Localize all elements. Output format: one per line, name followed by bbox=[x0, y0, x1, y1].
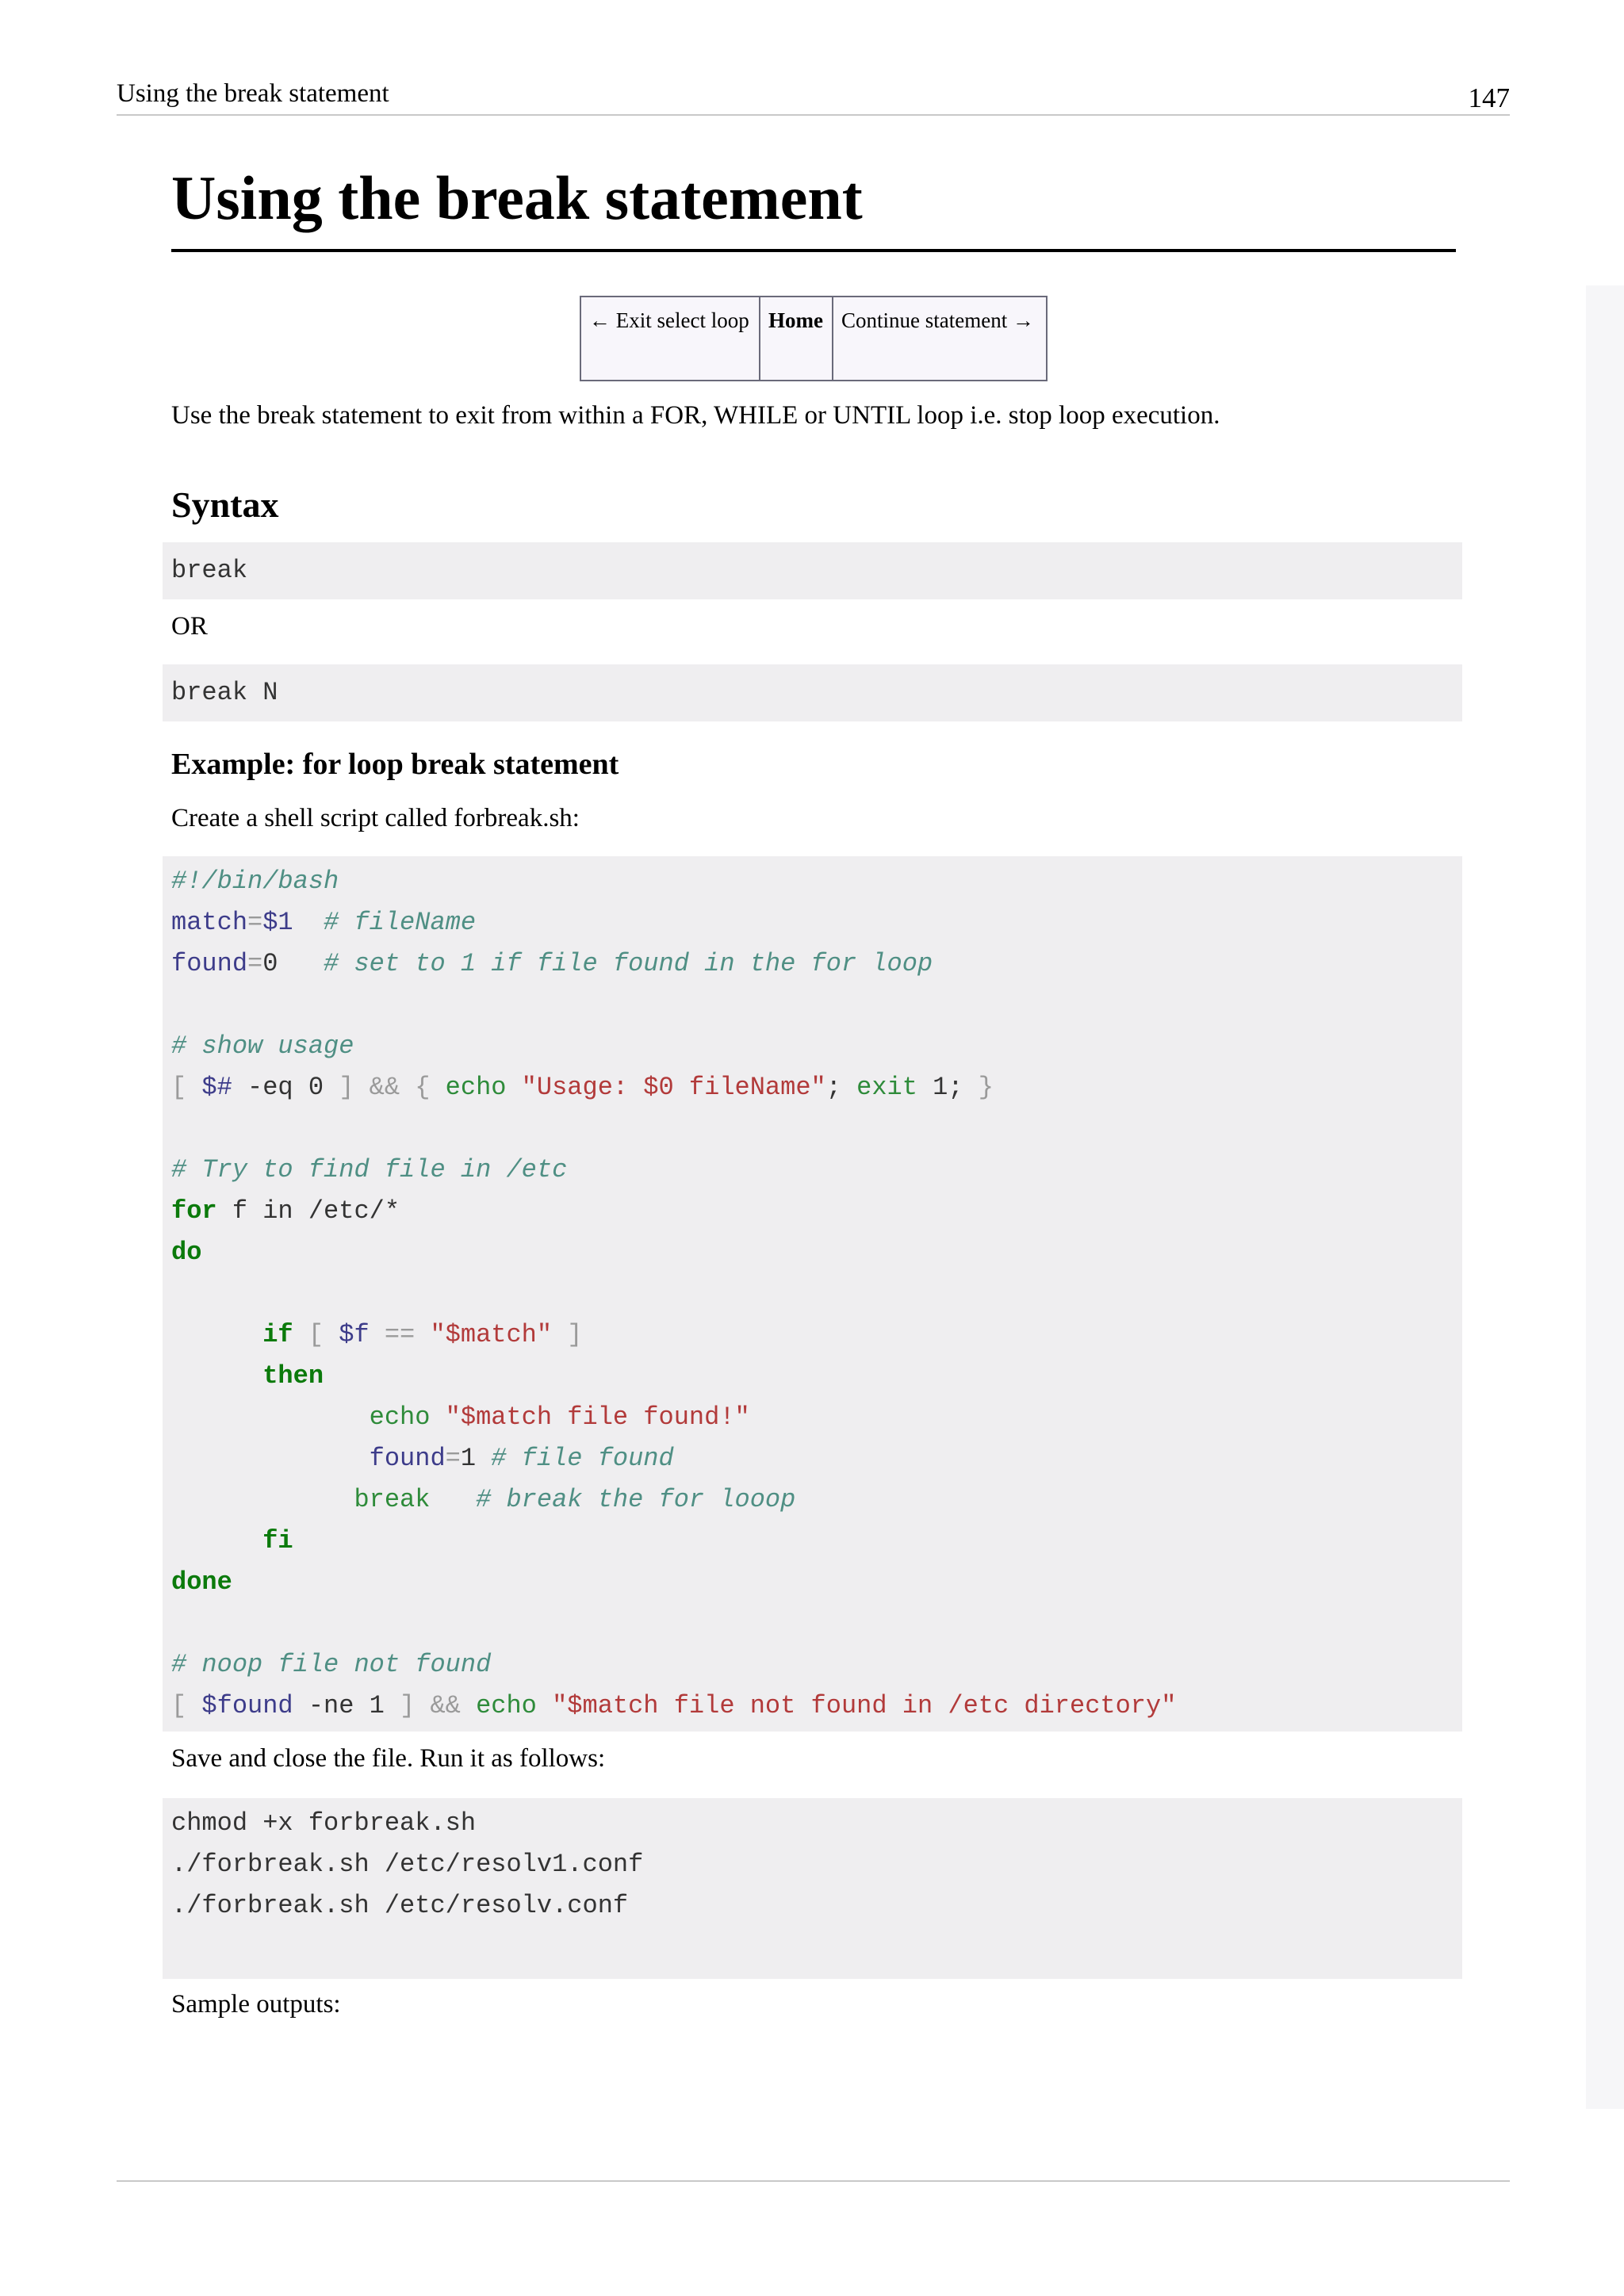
code-line: # show usage bbox=[171, 1031, 354, 1061]
footer-rule bbox=[117, 2180, 1510, 2182]
run-code bbox=[163, 1798, 1462, 1927]
running-header bbox=[117, 79, 1510, 116]
next-page-link[interactable]: Continue statement → bbox=[841, 308, 1034, 332]
code-line: fi bbox=[262, 1526, 293, 1556]
run-code-block bbox=[163, 1798, 1462, 1979]
page-number: 147 bbox=[1468, 82, 1510, 113]
syntax-n-code: break N bbox=[171, 678, 278, 707]
code-line: do bbox=[171, 1238, 202, 1267]
page-title: Using the break statement bbox=[171, 159, 1456, 252]
code-line: for f in /etc/* bbox=[171, 1196, 400, 1226]
code-line: echo "$match file found!" bbox=[369, 1402, 750, 1432]
example-intro: Create a shell script called forbreak.sh: bbox=[171, 804, 580, 832]
home-link[interactable]: Home bbox=[760, 297, 833, 380]
code-line: #!/bin/bash bbox=[171, 867, 339, 896]
page-background-tint bbox=[1586, 285, 1624, 2109]
or-text: OR bbox=[171, 612, 208, 641]
run-line: chmod +x forbreak.sh bbox=[171, 1808, 477, 1838]
code-line: then bbox=[262, 1361, 324, 1391]
script-code bbox=[163, 856, 1462, 1727]
code-line: match=$1 # fileName bbox=[171, 908, 477, 937]
save-instructions: Save and close the file. Run it as follows: bbox=[171, 1744, 606, 1773]
code-line: found=0 # set to 1 if file found in the for loop bbox=[171, 949, 933, 978]
intro-paragraph: Use the break statement to exit from within a FOR, WHILE or UNTIL loop i.e. stop loop execution. bbox=[171, 401, 1220, 430]
syntax-code-block bbox=[163, 542, 1462, 599]
example-heading: Example: for loop break statement bbox=[171, 748, 619, 781]
syntax-heading: Syntax bbox=[171, 484, 279, 525]
code-line: [ $# -eq 0 ] && { echo "Usage: $0 fileName"; exit 1; } bbox=[171, 1073, 994, 1102]
code-line: break # break the for looop bbox=[354, 1485, 796, 1514]
navigation-box bbox=[580, 296, 1048, 381]
run-line: ./forbreak.sh /etc/resolv1.conf bbox=[171, 1850, 644, 1879]
code-line: [ $found -ne 1 ] && echo "$match file not found in /etc directory" bbox=[171, 1691, 1177, 1720]
code-line: if [ $f == "$match" ] bbox=[262, 1320, 583, 1349]
syntax-code: break bbox=[171, 556, 248, 585]
code-line: # Try to find file in /etc bbox=[171, 1155, 568, 1184]
running-header-title: Using the break statement bbox=[117, 79, 389, 108]
script-code-block bbox=[163, 856, 1462, 1732]
code-line: found=1 # file found bbox=[369, 1444, 674, 1473]
syntax-n-code-block bbox=[163, 664, 1462, 721]
sample-outputs-label: Sample outputs: bbox=[171, 1990, 341, 2019]
code-line: # noop file not found bbox=[171, 1650, 492, 1679]
prev-page-link[interactable]: ← Exit select loop bbox=[581, 297, 760, 380]
code-line: done bbox=[171, 1567, 232, 1597]
run-line: ./forbreak.sh /etc/resolv.conf bbox=[171, 1891, 629, 1920]
